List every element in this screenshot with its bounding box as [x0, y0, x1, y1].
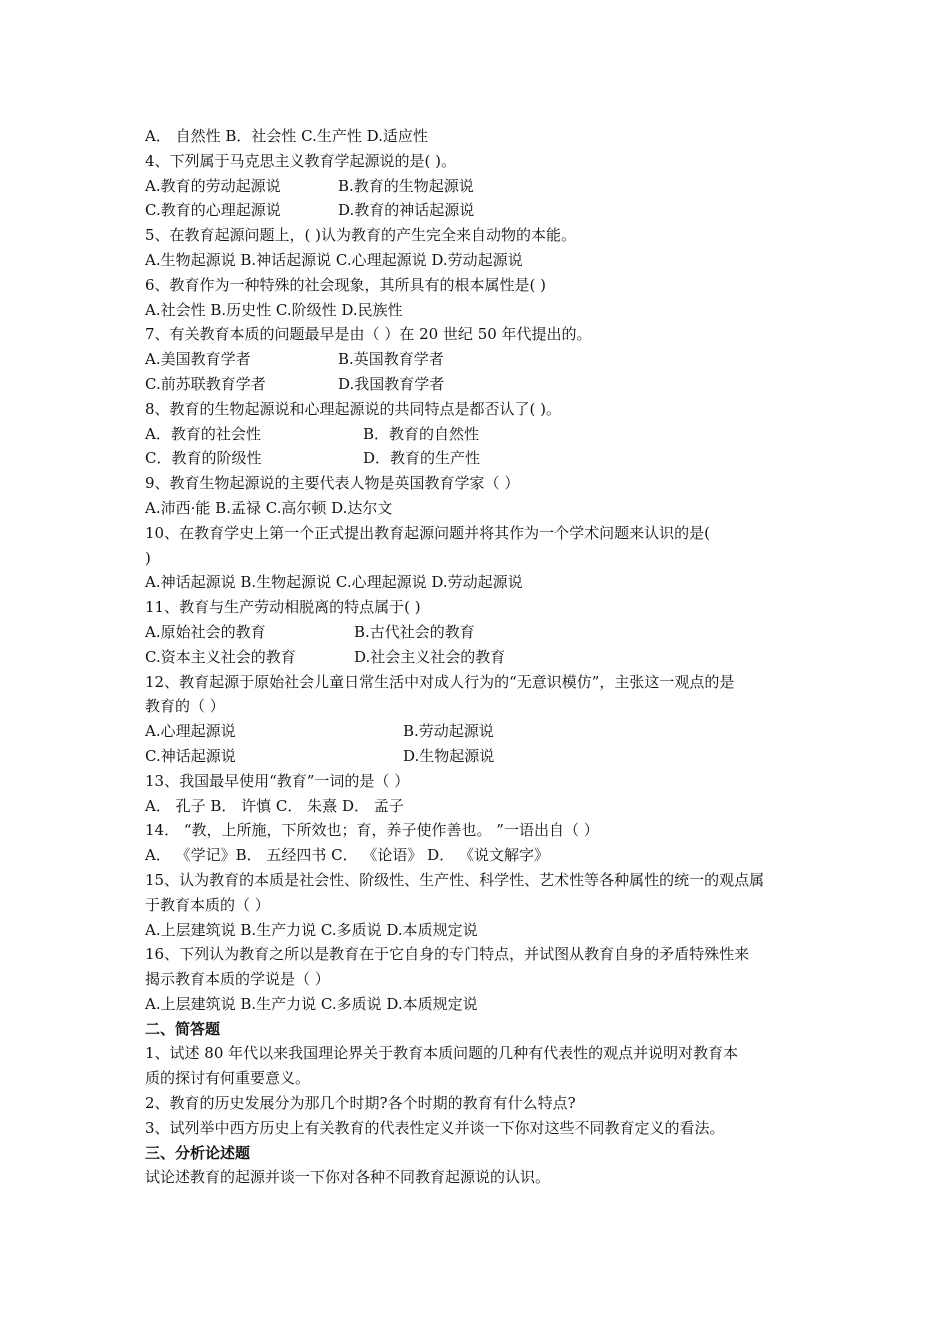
option-b: B．教育的自然性 [363, 424, 480, 443]
q7-options-row2 [145, 372, 825, 397]
q11-options-row2 [145, 645, 825, 670]
q6-text: 6、教育作为一种特殊的社会现象，其所具有的根本属性是( ) [145, 275, 547, 294]
q16-text: 16、下列认为教育之所以是教育在于它自身的专门特点，并试图从教育自身的矛盾特殊性来 [145, 945, 750, 964]
q6-options: A.社会性 B.历史性 C.阶级性 D.民族性 [145, 300, 403, 319]
option-c: C.前苏联教育学者 [145, 374, 266, 393]
q8-text: 8、教育的生物起源说和心理起源说的共同特点是都否认了( )。 [145, 399, 562, 418]
sa-q2-text: 2、教育的历史发展分为那几个时期?各个时期的教育有什么特点? [145, 1094, 576, 1113]
q15-text-cont: 于教育本质的（ ） [145, 895, 270, 914]
section-heading-essay: 三、分析论述题 [145, 1143, 251, 1162]
option-a: A．教育的社会性 [145, 424, 261, 443]
option-d: D.社会主义社会的教育 [354, 647, 506, 666]
sa-q1-text-cont: 质的探讨有何重要意义。 [145, 1069, 311, 1088]
q9-text: 9、教育生物起源说的主要代表人物是英国教育学家（ ） [145, 474, 520, 493]
option-b: B.英国教育学者 [338, 350, 444, 369]
option-d: D．教育的生产性 [363, 449, 481, 468]
q3-options: A． 自然性 B．社会性 C.生产性 D.适应性 [145, 127, 428, 145]
q15-options: A.上层建筑说 B.生产力说 C.多质说 D.本质规定说 [145, 920, 478, 939]
q4-options-row1 [145, 174, 825, 199]
option-c: C.神话起源说 [145, 746, 236, 765]
q12-options-row2 [145, 744, 825, 769]
q5-options: A.生物起源说 B.神话起源说 C.心理起源说 D.劳动起源说 [145, 250, 523, 269]
q16-options: A.上层建筑说 B.生产力说 C.多质说 D.本质规定说 [145, 994, 478, 1013]
option-b: B.劳动起源说 [403, 722, 494, 741]
q9-options: A.沛西·能 B.孟禄 C.高尔顿 D.达尔文 [145, 498, 393, 517]
q4-text: 4、下列属于马克思主义教育学起源说的是( )。 [145, 151, 457, 170]
option-c: C.资本主义社会的教育 [145, 647, 296, 666]
option-b: B.古代社会的教育 [354, 622, 475, 641]
option-c: C.教育的心理起源说 [145, 201, 281, 220]
q11-text: 11、教育与生产劳动相脱离的特点属于( ) [145, 598, 421, 617]
q11-options-row1 [145, 620, 825, 645]
option-a: A.教育的劳动起源说 [145, 176, 281, 195]
q7-text: 7、有关教育本质的问题最早是由（ ）在 20 世纪 50 年代提出的。 [145, 325, 592, 344]
q14-text: 14． “教，上所施，下所效也；育，养子使作善也。 ”一语出自（ ） [145, 821, 599, 840]
q7-options-row1 [145, 347, 825, 372]
q12-text: 12、教育起源于原始社会儿童日常生活中对成人行为的“无意识模仿”，主张这一观点的是 [145, 672, 735, 691]
option-a: A.美国教育学者 [145, 350, 251, 369]
q16-text-cont: 揭示教育本质的学说是（ ） [145, 970, 330, 989]
q12-text-cont: 教育的（ ） [145, 697, 225, 716]
option-d: D.我国教育学者 [338, 374, 445, 393]
q8-options-row2 [145, 446, 825, 471]
q10-options: A.神话起源说 B.生物起源说 C.心理起源说 D.劳动起源说 [145, 573, 523, 592]
q10-text: 10、在教育学史上第一个正式提出教育起源问题并将其作为一个学术问题来认识的是( [145, 523, 710, 542]
q14-options: A． 《学记》B． 五经四书 C． 《论语》 D． 《说文解字》 [145, 846, 549, 865]
q8-options-row1 [145, 422, 825, 447]
essay-text: 试论述教育的起源并谈一下你对各种不同教育起源说的认识。 [145, 1168, 551, 1187]
q10-text-cont: ) [145, 548, 151, 567]
q15-text: 15、认为教育的本质是社会性、阶级性、生产性、科学性、艺术性等各种属性的统一的观点属 [145, 870, 765, 889]
sa-q3-text: 3、试列举中西方历史上有关教育的代表性定义并谈一下你对这些不同教育定义的看法。 [145, 1118, 725, 1137]
sa-q1-text: 1、试述 80 年代以来我国理论界关于教育本质问题的几种有代表性的观点并说明对教育本 [145, 1044, 739, 1063]
option-d: D.教育的神话起源说 [338, 201, 475, 220]
q13-options: A． 孔子 B． 许慎 C． 朱熹 D． 孟子 [145, 796, 404, 815]
option-b: B.教育的生物起源说 [338, 176, 474, 195]
section-heading-short-answer: 二、简答题 [145, 1019, 221, 1038]
q4-options-row2 [145, 198, 825, 223]
q13-text: 13、我国最早使用“教育”一词的是（ ） [145, 771, 410, 790]
q5-text: 5、在教育起源问题上，( )认为教育的产生完全来自动物的本能。 [145, 226, 577, 245]
option-c: C．教育的阶级性 [145, 449, 262, 468]
option-a: A.心理起源说 [145, 722, 236, 741]
q12-options-row1 [145, 719, 825, 744]
option-a: A.原始社会的教育 [145, 622, 266, 641]
document-page [145, 124, 825, 1190]
option-d: D.生物起源说 [403, 746, 495, 765]
